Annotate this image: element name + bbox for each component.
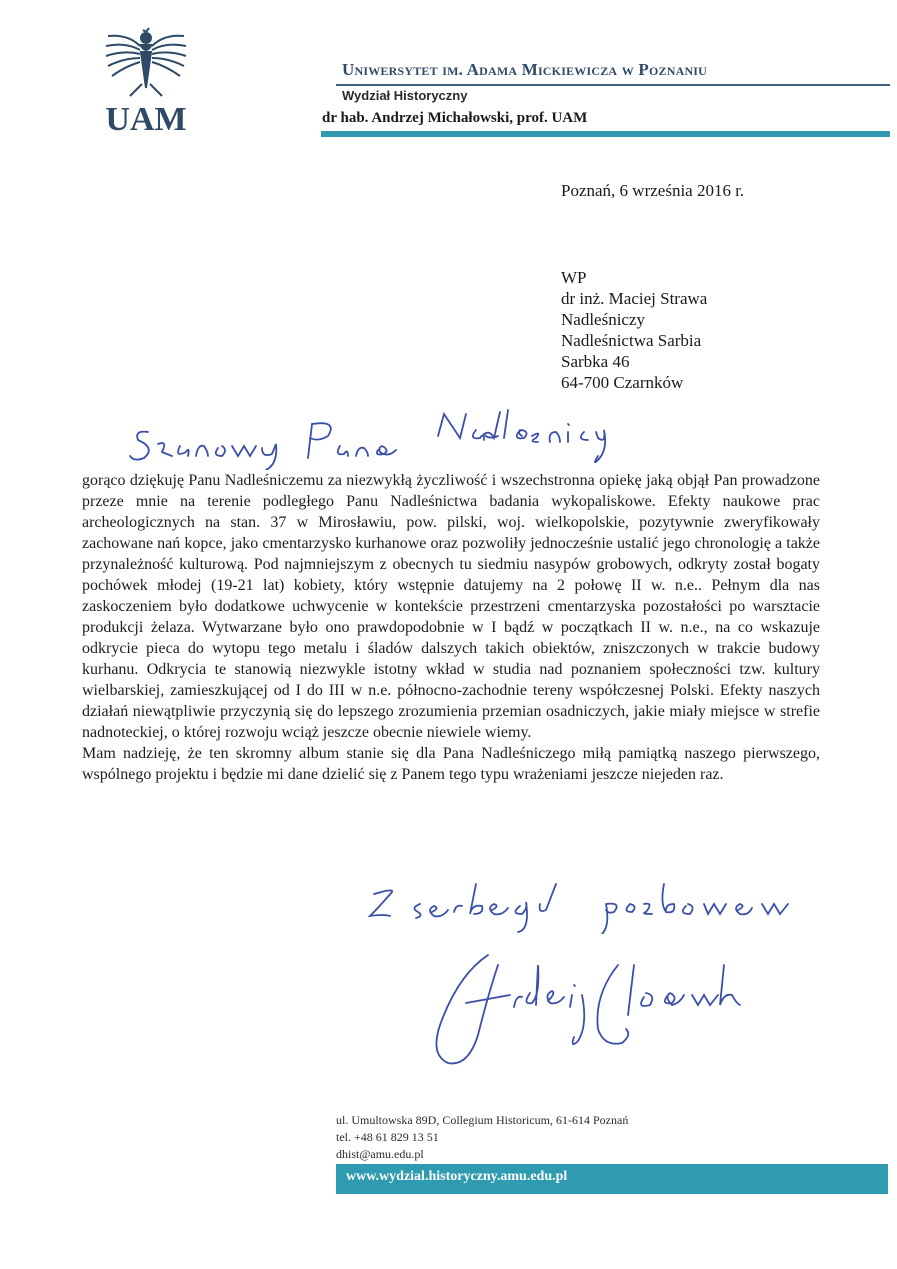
letter-body bbox=[82, 470, 820, 785]
recipient-line: 64-700 Czarnków bbox=[561, 373, 684, 392]
recipient-line: Nadleśnictwa Sarbia bbox=[561, 331, 702, 350]
recipient-line: Nadleśniczy bbox=[561, 310, 646, 329]
recipient-line: Sarbka 46 bbox=[561, 352, 630, 371]
header-rule-thin bbox=[336, 84, 890, 86]
handwritten-closing bbox=[360, 874, 800, 934]
logo-text: UAM bbox=[105, 101, 187, 136]
footer-contact bbox=[336, 1112, 628, 1163]
footer-website-bar bbox=[336, 1164, 888, 1194]
header-rule-accent bbox=[321, 131, 890, 137]
department-name: Wydział Historyczny bbox=[342, 88, 468, 103]
handwritten-salutation bbox=[128, 400, 638, 470]
footer-address: ul. Umultowska 89D, Collegium Historicum, 61-614 Poznań bbox=[336, 1113, 629, 1127]
uam-eagle-logo bbox=[100, 26, 192, 136]
author-name: dr hab. Andrzej Michałowski, prof. UAM bbox=[322, 110, 588, 126]
footer-website-link[interactable]: www.wydzial.historyczny.amu.edu.pl bbox=[346, 1169, 568, 1184]
recipient-block bbox=[561, 267, 707, 393]
body-paragraph: Mam nadzieję, że ten skromny album stanie się dla Pana Nadleśniczego miłą pamiątką naszego pierwszego, wspólnego projektu i będzie mi dane dzielić się z Panem tego typu wrażeniami jeszcze niejeden raz. bbox=[82, 745, 820, 783]
recipient-line: WP bbox=[561, 268, 587, 287]
handwritten-signature bbox=[418, 945, 748, 1070]
university-name: Uniwersytet im. Adama Mickiewicza w Poznaniu bbox=[342, 60, 708, 79]
recipient-line: dr inż. Maciej Strawa bbox=[561, 289, 708, 308]
body-paragraph: gorąco dziękuję Panu Nadleśniczemu za niezwykłą życzliwość i wszechstronna opiekę jaką objął Pan prowadzone przeze mnie na terenie podległego Panu Nadleśnictwa badania wykopaliskowe. Efekty naukowe prac archeologicznych na stan. 37 w Mirosławiu, pow. pilski, woj. wielkopolskie, pozytywnie zweryfikowały zachowane nań kopce, jako cmentarzysko kurhanowe oraz pozwoliły jednocześnie ustalić jego chronologię a także przynależność kulturową. Pod najmniejszym z obecnych tu siedmiu nasypów grobowych, odkryty został bogaty pochówek młodej (19-21 lat) kobiety, który wstępnie datujemy na 2 połowę II w. n.e.. Pełnym dla nas zaskoczeniem było dodatkowe uchwycenie w kontekście przestrzeni cmentarzyska pozostałości po warsztacie produkcji żelaza. Wytwarzane było ono prawdopodobnie w I bądź w początkach II w. n.e., na co wskazuje odkrycie pieca do wytopu tego metalu i śladów dalszych takich obiektów, zniszczonych w trakcie budowy kurhanu. Odkrycia te stanowią niezwykle istotny wkład w studia nad poznaniem społeczności tzw. kultury wielbarskiej, zamieszkującej od I do III w n.e. północno-zachodnie tereny współczesnej Polski. Efekty naszych działań niewątpliwie przyczynią się do lepszego zrozumienia przemian osadniczych, jakie miały miejsce w strefie nadnoteckiej, o której rozwoju wciąż jeszcze obecnie niewiele wiemy. bbox=[82, 472, 820, 741]
footer-phone: tel. +48 61 829 13 51 bbox=[336, 1130, 439, 1144]
footer-email[interactable]: dhist@amu.edu.pl bbox=[336, 1147, 424, 1161]
letter-date: Poznań, 6 września 2016 r. bbox=[561, 181, 745, 200]
